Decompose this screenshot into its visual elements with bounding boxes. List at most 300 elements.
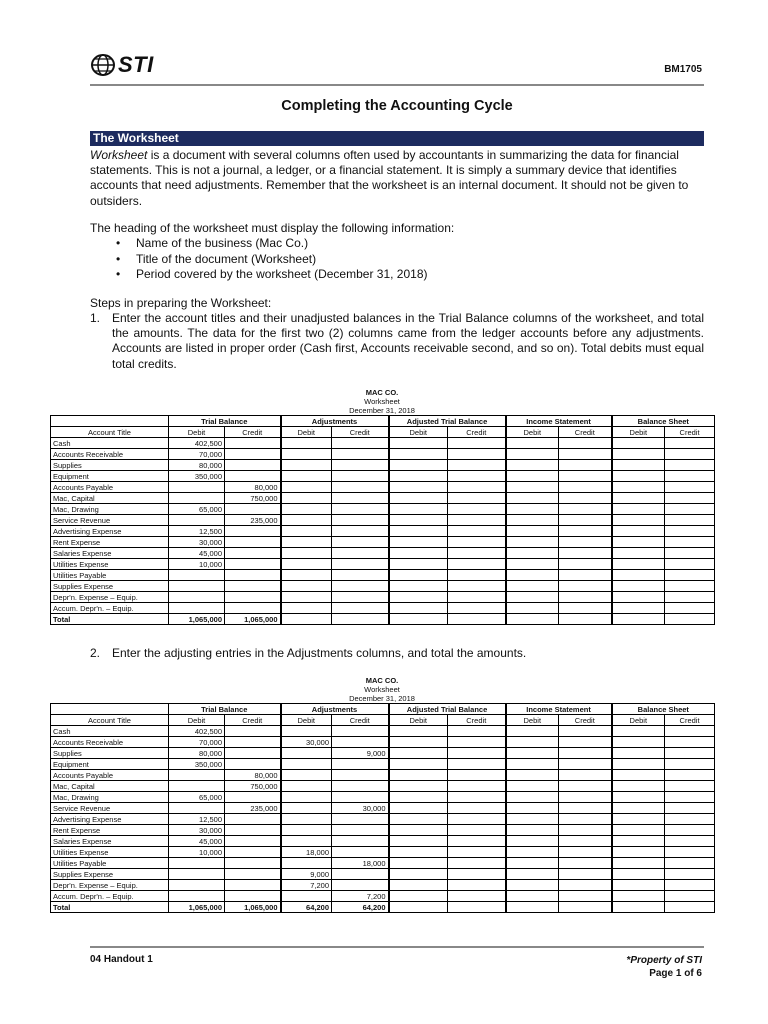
amount-cell (665, 603, 715, 614)
table-row (51, 781, 715, 792)
amount-cell (225, 504, 281, 515)
amount-cell (281, 515, 332, 526)
total-amount (332, 614, 389, 625)
amount-cell (281, 781, 332, 792)
amount-cell (506, 880, 559, 891)
amount-cell (665, 726, 715, 737)
page-header (90, 46, 704, 86)
amount-cell (332, 581, 389, 592)
debit-header: Debit (389, 715, 448, 726)
amount-cell (665, 438, 715, 449)
amount-cell (506, 559, 559, 570)
amount-cell (332, 759, 389, 770)
amount-cell (389, 869, 448, 880)
amount-cell (612, 504, 665, 515)
amount-cell (448, 548, 506, 559)
total-amount (665, 902, 715, 913)
amount-cell (389, 858, 448, 869)
table-row (51, 515, 715, 526)
total-label: Total (51, 614, 169, 625)
account-title: Supplies (51, 748, 169, 759)
amount-cell (506, 869, 559, 880)
amount-cell (281, 438, 332, 449)
amount-cell (389, 504, 448, 515)
amount-cell (665, 825, 715, 836)
amount-cell: 80,000 (169, 748, 225, 759)
amount-cell (225, 460, 281, 471)
amount-cell: 12,500 (169, 814, 225, 825)
amount-cell (506, 581, 559, 592)
amount-cell (281, 493, 332, 504)
amount-cell (281, 726, 332, 737)
amount-cell (389, 482, 448, 493)
amount-cell (665, 836, 715, 847)
amount-cell (612, 880, 665, 891)
amount-cell: 45,000 (169, 548, 225, 559)
amount-cell (225, 880, 281, 891)
credit-header: Credit (665, 715, 715, 726)
column-group-row (51, 704, 715, 715)
document-title: Worksheet (364, 685, 400, 694)
amount-cell (225, 548, 281, 559)
amount-cell (559, 792, 612, 803)
amount-cell (332, 737, 389, 748)
amount-cell (559, 482, 612, 493)
amount-cell (389, 836, 448, 847)
amount-cell (389, 759, 448, 770)
total-row (51, 614, 715, 625)
amount-cell (225, 726, 281, 737)
amount-cell (281, 581, 332, 592)
amount-cell (612, 737, 665, 748)
amount-cell (665, 493, 715, 504)
amount-cell (389, 891, 448, 902)
table-row (51, 592, 715, 603)
column-group-header: Adjusted Trial Balance (389, 704, 506, 715)
amount-cell: 350,000 (169, 759, 225, 770)
amount-cell (506, 770, 559, 781)
amount-cell (225, 449, 281, 460)
amount-cell: 750,000 (225, 493, 281, 504)
amount-cell (281, 482, 332, 493)
amount-cell (506, 858, 559, 869)
total-amount: 1,065,000 (169, 902, 225, 913)
amount-cell (169, 880, 225, 891)
amount-cell (448, 504, 506, 515)
amount-cell (559, 869, 612, 880)
amount-cell (506, 847, 559, 858)
steps-intro: Steps in preparing the Worksheet: (90, 296, 272, 310)
amount-cell (665, 858, 715, 869)
amount-cell: 80,000 (169, 460, 225, 471)
worksheet-grid (50, 703, 715, 913)
amount-cell (281, 814, 332, 825)
amount-cell (506, 891, 559, 902)
step-number: 1. (90, 311, 101, 325)
column-header-row (51, 715, 715, 726)
page-footer (90, 946, 704, 979)
amount-cell (559, 504, 612, 515)
credit-header: Credit (448, 715, 506, 726)
column-group-header: Income Statement (506, 704, 612, 715)
amount-cell (225, 814, 281, 825)
amount-cell (389, 570, 448, 581)
table-row (51, 581, 715, 592)
amount-cell (389, 726, 448, 737)
amount-cell (612, 869, 665, 880)
period: December 31, 2018 (349, 406, 415, 415)
period: December 31, 2018 (349, 694, 415, 703)
amount-cell (332, 526, 389, 537)
amount-cell (225, 847, 281, 858)
debit-header: Debit (281, 427, 332, 438)
amount-cell (559, 548, 612, 559)
amount-cell (332, 592, 389, 603)
table-row (51, 803, 715, 814)
amount-cell (506, 592, 559, 603)
amount-cell (559, 449, 612, 460)
amount-cell (448, 603, 506, 614)
amount-cell (225, 737, 281, 748)
amount-cell (506, 781, 559, 792)
table-row (51, 460, 715, 471)
property-label: *Property of STI (626, 955, 702, 966)
credit-header: Credit (559, 427, 612, 438)
amount-cell (281, 858, 332, 869)
amount-cell (281, 825, 332, 836)
amount-cell (332, 482, 389, 493)
amount-cell (332, 493, 389, 504)
amount-cell (225, 570, 281, 581)
total-amount: 1,065,000 (225, 902, 281, 913)
column-group-header: Balance Sheet (612, 416, 715, 427)
account-title: Utilities Payable (51, 858, 169, 869)
amount-cell (612, 592, 665, 603)
amount-cell: 30,000 (169, 825, 225, 836)
amount-cell (559, 570, 612, 581)
amount-cell (389, 438, 448, 449)
account-title: Accum. Depr'n. – Equip. (51, 603, 169, 614)
table-row (51, 748, 715, 759)
amount-cell (448, 493, 506, 504)
worksheet-table-1 (50, 388, 714, 625)
table-row (51, 526, 715, 537)
amount-cell (389, 847, 448, 858)
amount-cell (332, 449, 389, 460)
table-row (51, 847, 715, 858)
amount-cell (281, 803, 332, 814)
column-group-row (51, 416, 715, 427)
amount-cell (332, 460, 389, 471)
column-group-header: Adjustments (281, 416, 389, 427)
total-label: Total (51, 902, 169, 913)
amount-cell (559, 493, 612, 504)
amount-cell (389, 803, 448, 814)
amount-cell (389, 548, 448, 559)
page-title: Completing the Accounting Cycle (281, 98, 513, 114)
amount-cell (559, 759, 612, 770)
amount-cell (225, 759, 281, 770)
table-row (51, 814, 715, 825)
amount-cell (448, 438, 506, 449)
amount-cell (506, 603, 559, 614)
amount-cell (281, 537, 332, 548)
amount-cell (612, 526, 665, 537)
amount-cell: 10,000 (169, 559, 225, 570)
amount-cell (332, 869, 389, 880)
total-amount (612, 902, 665, 913)
amount-cell (448, 891, 506, 902)
amount-cell: 80,000 (225, 482, 281, 493)
credit-header: Credit (665, 427, 715, 438)
amount-cell (506, 726, 559, 737)
amount-cell (389, 748, 448, 759)
total-amount (559, 902, 612, 913)
account-title: Mac, Capital (51, 493, 169, 504)
table-row (51, 548, 715, 559)
amount-cell (332, 847, 389, 858)
amount-cell (665, 581, 715, 592)
list-item: • Period covered by the worksheet (December 31, 2018) (116, 267, 428, 283)
amount-cell (612, 803, 665, 814)
amount-cell (281, 460, 332, 471)
amount-cell: 70,000 (169, 449, 225, 460)
table-row (51, 471, 715, 482)
amount-cell (225, 603, 281, 614)
amount-cell (559, 803, 612, 814)
amount-cell (448, 526, 506, 537)
amount-cell (506, 471, 559, 482)
amount-cell (389, 449, 448, 460)
amount-cell (448, 825, 506, 836)
account-title-header: Account Title (51, 427, 169, 438)
debit-header: Debit (612, 715, 665, 726)
amount-cell (448, 759, 506, 770)
list-item: • Name of the business (Mac Co.) (116, 236, 428, 252)
amount-cell: 7,200 (332, 891, 389, 902)
amount-cell (225, 858, 281, 869)
account-title: Depr'n. Expense – Equip. (51, 880, 169, 891)
amount-cell (448, 471, 506, 482)
step-number: 2. (90, 646, 101, 660)
amount-cell (506, 449, 559, 460)
amount-cell (665, 537, 715, 548)
account-title: Equipment (51, 759, 169, 770)
company-name: MAC CO. (365, 388, 399, 397)
amount-cell (665, 482, 715, 493)
amount-cell (506, 526, 559, 537)
amount-cell (448, 581, 506, 592)
account-title: Supplies Expense (51, 581, 169, 592)
table-row (51, 770, 715, 781)
total-amount (281, 614, 332, 625)
amount-cell: 18,000 (332, 858, 389, 869)
header-blank-cell (51, 704, 169, 715)
debit-header: Debit (169, 427, 225, 438)
amount-cell (389, 537, 448, 548)
account-title: Advertising Expense (51, 814, 169, 825)
table-row (51, 759, 715, 770)
debit-header: Debit (169, 715, 225, 726)
table-row (51, 737, 715, 748)
account-title: Advertising Expense (51, 526, 169, 537)
amount-cell (389, 515, 448, 526)
amount-cell (281, 891, 332, 902)
column-group-header: Balance Sheet (612, 704, 715, 715)
amount-cell (612, 570, 665, 581)
amount-cell (506, 482, 559, 493)
amount-cell (612, 759, 665, 770)
account-title: Accounts Payable (51, 770, 169, 781)
amount-cell (169, 858, 225, 869)
amount-cell (506, 460, 559, 471)
account-title-header: Account Title (51, 715, 169, 726)
amount-cell (281, 748, 332, 759)
amount-cell (389, 471, 448, 482)
total-amount (612, 614, 665, 625)
amount-cell (506, 814, 559, 825)
amount-cell (169, 493, 225, 504)
credit-header: Credit (332, 715, 389, 726)
account-title: Accounts Receivable (51, 737, 169, 748)
amount-cell (169, 781, 225, 792)
amount-cell (665, 504, 715, 515)
sti-logo (90, 52, 154, 78)
account-title: Supplies Expense (51, 869, 169, 880)
total-amount (389, 902, 448, 913)
account-title: Accounts Payable (51, 482, 169, 493)
amount-cell: 750,000 (225, 781, 281, 792)
account-title: Depr'n. Expense – Equip. (51, 592, 169, 603)
amount-cell (332, 770, 389, 781)
amount-cell (665, 759, 715, 770)
amount-cell (225, 471, 281, 482)
table-row (51, 449, 715, 460)
total-amount (559, 614, 612, 625)
amount-cell (612, 858, 665, 869)
amount-cell (281, 836, 332, 847)
amount-cell: 12,500 (169, 526, 225, 537)
amount-cell (389, 460, 448, 471)
amount-cell (559, 581, 612, 592)
amount-cell (559, 592, 612, 603)
amount-cell (506, 836, 559, 847)
amount-cell (612, 581, 665, 592)
total-amount (448, 614, 506, 625)
amount-cell (665, 880, 715, 891)
amount-cell: 80,000 (225, 770, 281, 781)
amount-cell (506, 537, 559, 548)
account-title: Accounts Receivable (51, 449, 169, 460)
account-title: Utilities Expense (51, 559, 169, 570)
amount-cell (559, 891, 612, 902)
amount-cell (281, 770, 332, 781)
amount-cell (389, 592, 448, 603)
amount-cell: 402,500 (169, 726, 225, 737)
amount-cell (506, 493, 559, 504)
amount-cell (559, 781, 612, 792)
amount-cell (169, 482, 225, 493)
account-title: Rent Expense (51, 825, 169, 836)
amount-cell: 350,000 (169, 471, 225, 482)
amount-cell (665, 471, 715, 482)
amount-cell (612, 449, 665, 460)
footer-right (626, 954, 702, 980)
amount-cell (665, 792, 715, 803)
amount-cell (665, 814, 715, 825)
amount-cell (506, 548, 559, 559)
amount-cell (612, 438, 665, 449)
amount-cell (448, 460, 506, 471)
amount-cell (225, 581, 281, 592)
amount-cell: 30,000 (169, 537, 225, 548)
list-item: • Title of the document (Worksheet) (116, 252, 428, 268)
table-row (51, 493, 715, 504)
amount-cell (281, 570, 332, 581)
worksheet-heading (50, 676, 714, 703)
amount-cell: 65,000 (169, 504, 225, 515)
amount-cell (559, 559, 612, 570)
amount-cell (448, 803, 506, 814)
amount-cell (448, 781, 506, 792)
debit-header: Debit (506, 715, 559, 726)
amount-cell: 9,000 (281, 869, 332, 880)
amount-cell (225, 559, 281, 570)
table-row (51, 858, 715, 869)
amount-cell (448, 770, 506, 781)
amount-cell (448, 726, 506, 737)
worksheet-table-2 (50, 676, 714, 913)
amount-cell (559, 526, 612, 537)
amount-cell (506, 759, 559, 770)
table-row (51, 836, 715, 847)
amount-cell (559, 737, 612, 748)
credit-header: Credit (332, 427, 389, 438)
amount-cell (559, 770, 612, 781)
amount-cell (448, 836, 506, 847)
amount-cell (281, 548, 332, 559)
amount-cell (448, 482, 506, 493)
amount-cell (612, 603, 665, 614)
debit-header: Debit (281, 715, 332, 726)
step-text: Enter the account titles and their unadjusted balances in the Trial Balance columns of the worksheet, and total the amounts. The data for the first two (2) columns came from the ledger accounts before any adjustments. Accounts are listed in proper order (Cash first, Accounts receivable second, and so on). Total debits must equal total credits. (112, 311, 704, 371)
account-title: Mac, Drawing (51, 504, 169, 515)
amount-cell: 30,000 (332, 803, 389, 814)
amount-cell: 402,500 (169, 438, 225, 449)
account-title: Salaries Expense (51, 548, 169, 559)
worksheet-grid (50, 415, 715, 625)
amount-cell: 9,000 (332, 748, 389, 759)
amount-cell (389, 880, 448, 891)
amount-cell (332, 559, 389, 570)
amount-cell (281, 471, 332, 482)
amount-cell (448, 847, 506, 858)
amount-cell (612, 515, 665, 526)
account-title: Rent Expense (51, 537, 169, 548)
amount-cell (389, 825, 448, 836)
table-row (51, 559, 715, 570)
amount-cell (559, 438, 612, 449)
amount-cell (225, 825, 281, 836)
amount-cell (332, 814, 389, 825)
amount-cell (225, 438, 281, 449)
amount-cell (448, 858, 506, 869)
amount-cell (506, 803, 559, 814)
heading-intro: The heading of the worksheet must display the following information: (90, 221, 455, 235)
amount-cell (559, 836, 612, 847)
step-text: Enter the adjusting entries in the Adjustments columns, and total the amounts. (112, 646, 527, 660)
total-row (51, 902, 715, 913)
